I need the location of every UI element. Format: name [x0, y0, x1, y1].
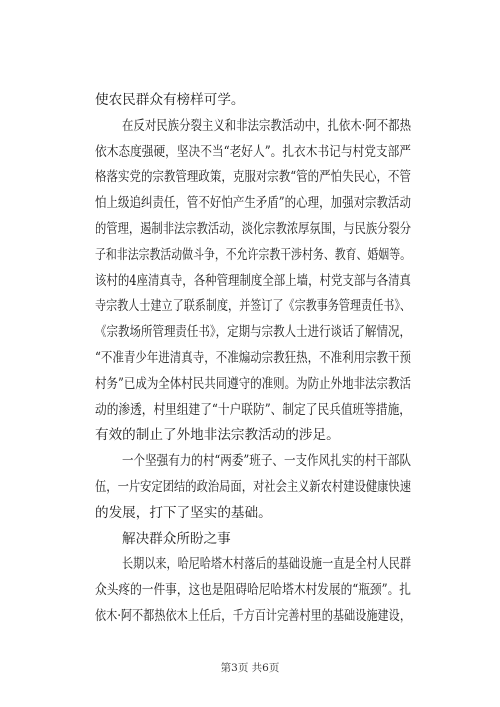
page-footer: 第3页 共6页: [220, 662, 280, 674]
paragraph-start-line: 长期以来，哈尼哈塔木村落后的基础设施一直是全村人民群: [122, 556, 411, 573]
text-line: 动的渗透，村里组建了“十户联防”、制定了民兵值班等措施，: [95, 401, 411, 418]
text-line: 的发展，打下了坚实的基础。: [95, 504, 272, 521]
text-line: 众头疼的一件事，这也是阻碍哈尼哈塔木村发展的“瓶颈”。扎: [95, 582, 411, 599]
text-line: 怕上级追纠责任，管不好怕产生矛盾”的心理，加强对宗教活动: [95, 195, 411, 212]
text-line: 《宗教场所管理责任书》，定期与宗教人士进行谈话了解情况，: [95, 324, 411, 341]
document-body: [95, 88, 411, 630]
text-line: 使农民群众有榜样可学。: [95, 92, 245, 108]
text-line: “不准青少年进清真寺，不准煽动宗教狂热，不准利用宗教干预: [95, 349, 411, 366]
section-heading: 解决群众所盼之事: [122, 530, 231, 547]
text-line: 子和非法宗教活动做斗争，不允许宗教干涉村务、教育、婚姻等。: [95, 246, 411, 263]
text-line: 村务”已成为全体村民共同遵守的准则。为防止外地非法宗教活: [95, 375, 411, 392]
text-line: 伍，一片安定团结的政治局面，对社会主义新农村建设健康快速: [95, 478, 411, 495]
paragraph-start-line: 在反对民族分裂主义和非法宗教活动中，扎依木·阿不都热: [122, 117, 411, 134]
text-line: 寺宗教人士建立了联系制度，并签订了《宗教事务管理责任书》、: [95, 298, 411, 315]
text-line: 该村的4座清真寺，各种管理制度全部上墙，村党支部与各清真: [95, 272, 411, 289]
text-line: 格落实党的宗教管理政策，克服对宗教“管的严怕失民心，不管: [95, 169, 411, 186]
text-line: 依木态度强硬，坚决不当“老好人”。扎衣木书记与村党支部严: [95, 143, 411, 160]
text-line: 有效的制止了外地非法宗教活动的涉足。: [95, 427, 340, 444]
text-line: 的管理，遏制非法宗教活动，淡化宗教浓厚氛围，与民族分裂分: [95, 220, 411, 237]
text-line: 依木·阿不都热依木上任后，千方百计完善村里的基础设施建设，: [95, 607, 411, 624]
paragraph-start-line: 一个坚强有力的村“两委”班子、一支作风扎实的村干部队: [122, 453, 411, 470]
